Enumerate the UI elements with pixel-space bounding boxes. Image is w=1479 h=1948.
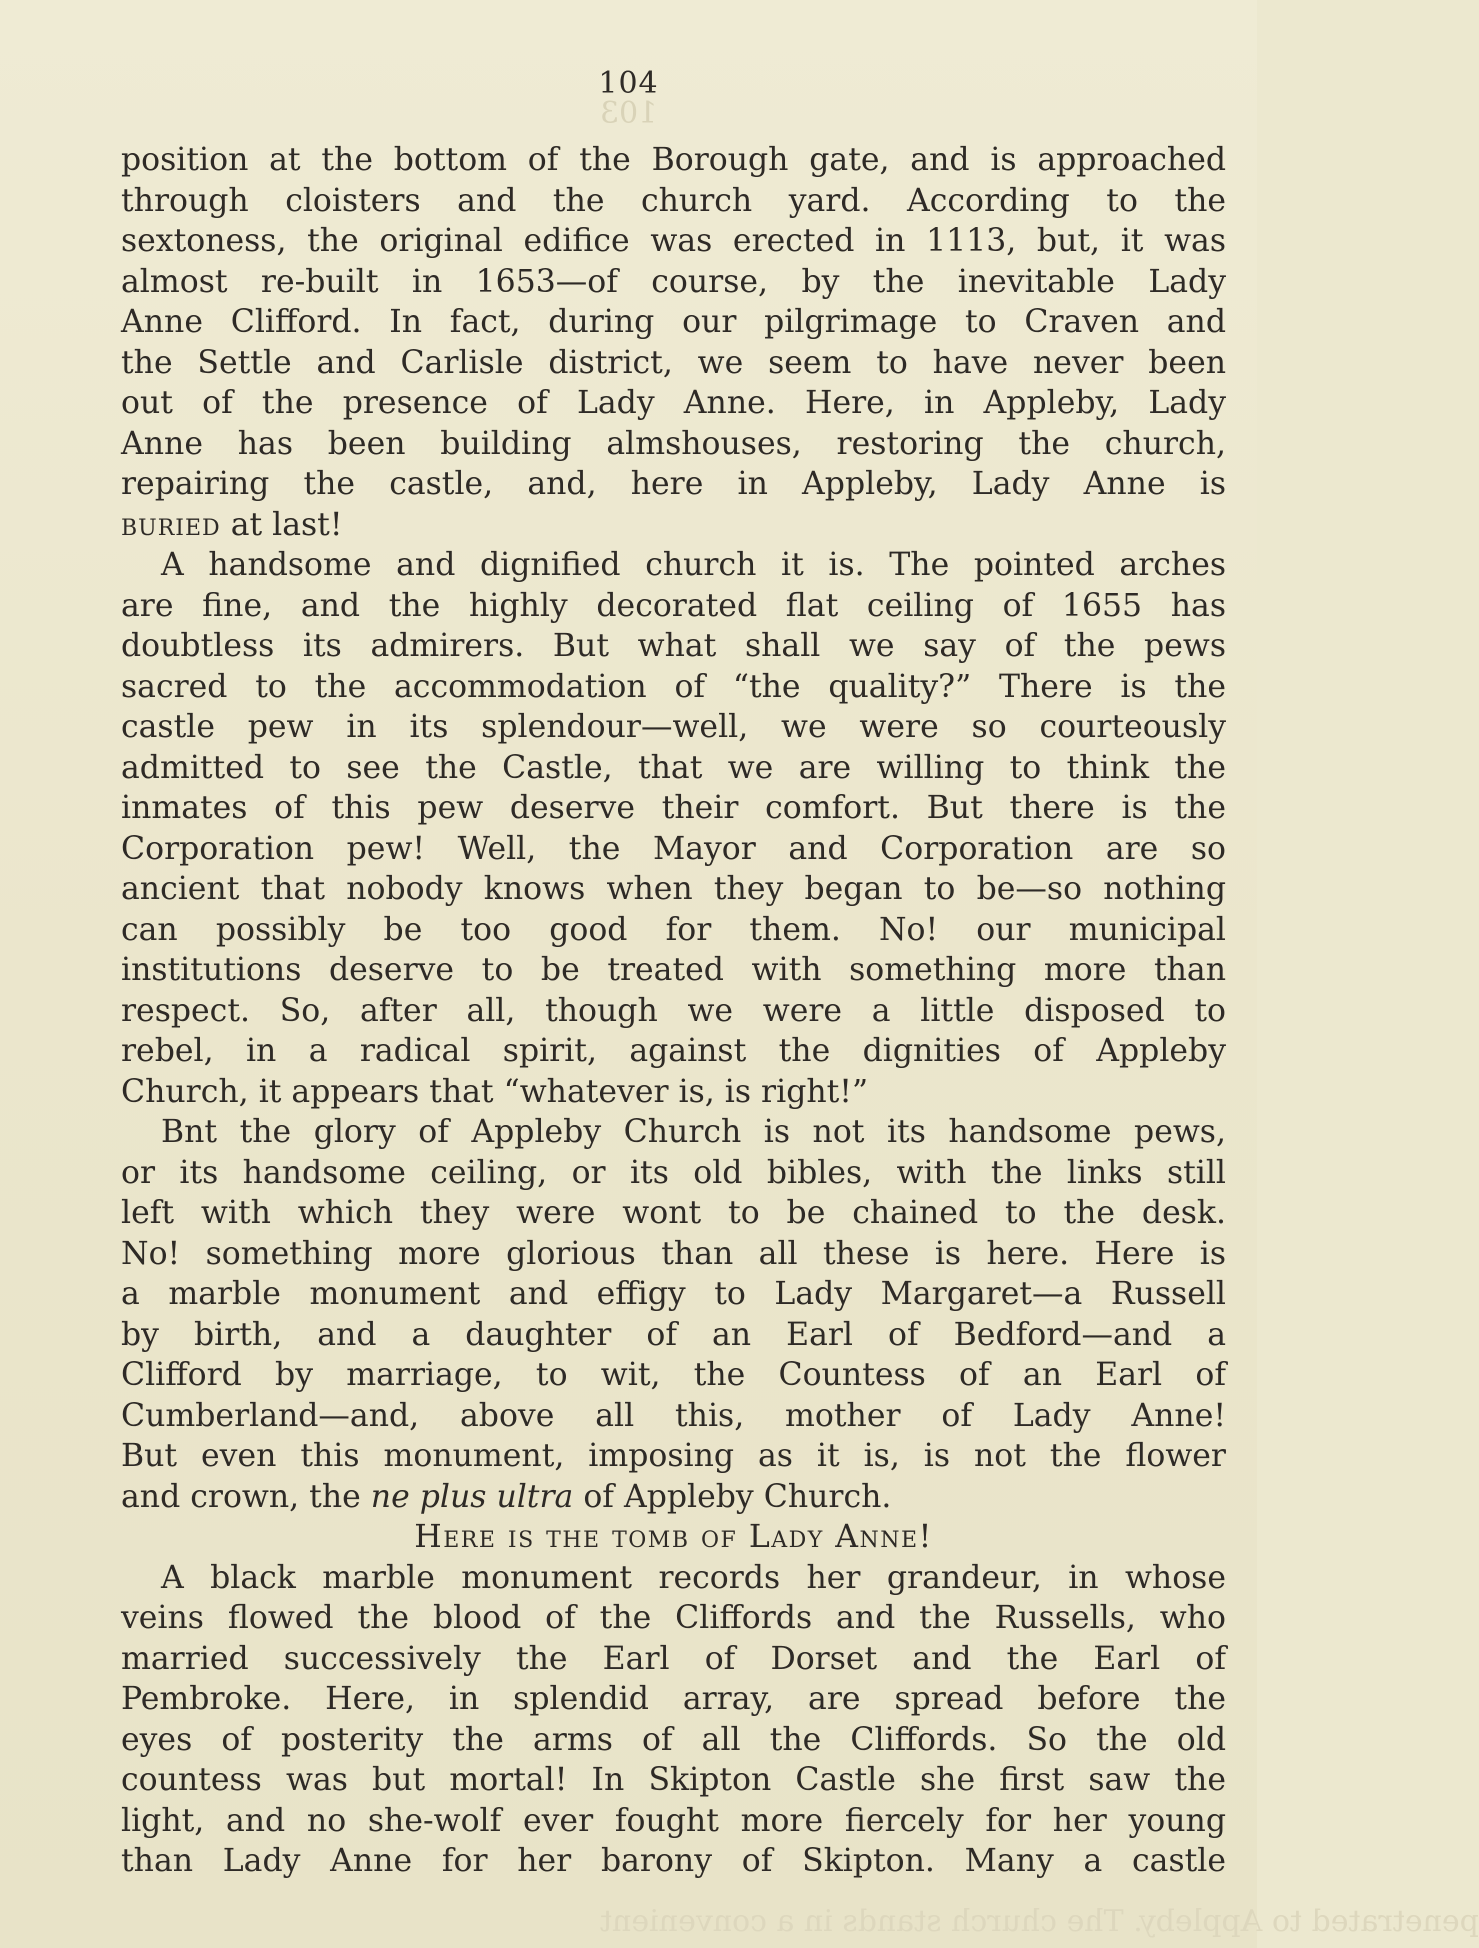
text-line: are fine, and the highly decorated flat ceiling of 1655 has bbox=[121, 587, 1226, 624]
text-line: married successively the Earl of Dorset and the Earl of bbox=[121, 1640, 1226, 1677]
text-line: sacred to the accommodation of “the quality?” There is the bbox=[121, 668, 1226, 705]
text-line: rebel, in a radical spirit, against the dignities of Appleby bbox=[121, 1033, 1226, 1069]
text-line: almost re-built in 1653—of course, by the inevitable Lady bbox=[121, 263, 1226, 300]
text-line: a marble monument and effigy to Lady Margaret—a Russell bbox=[121, 1276, 1226, 1312]
page-number: 104 bbox=[598, 66, 659, 101]
text-line: Corporation pew! Well, the Mayor and Corporation are so bbox=[121, 830, 1226, 867]
text-line: ancient that nobody knows when they began to be—so nothing bbox=[121, 871, 1226, 907]
text-line: institutions deserve to be treated with something more than bbox=[121, 952, 1226, 988]
text-line: can possibly be too good for them. No! our municipal bbox=[121, 911, 1226, 948]
text-line: castle pew in its splendour—well, we were so courteously bbox=[121, 709, 1226, 745]
text-line: admitted to see the Castle, that we are willing to think the bbox=[121, 749, 1226, 786]
text-line: through cloisters and the church yard. According to the bbox=[121, 182, 1226, 219]
bleed-through-page-number: 103 bbox=[600, 96, 658, 131]
text-line: Bnt the glory of Appleby Church is not its handsome pews, bbox=[161, 1114, 1226, 1150]
text-line: light, and no she-wolf ever fought more fiercely for her young bbox=[121, 1802, 1226, 1839]
text-line: by birth, and a daughter of an Earl of Bedford—and a bbox=[121, 1316, 1226, 1353]
text-line: eyes of posterity the arms of all the Cliffords. So the old bbox=[121, 1721, 1226, 1758]
text-line: veins flowed the blood of the Cliffords and the Russells, who bbox=[121, 1600, 1226, 1636]
text-line bbox=[121, 1477, 1226, 1518]
text-line: or its handsome ceiling, or its old bibles, with the links still bbox=[121, 1154, 1226, 1191]
text-line: the Settle and Carlisle district, we seem to have never been bbox=[121, 344, 1226, 381]
text-line: inmates of this pew deserve their comfort. But there is the bbox=[121, 790, 1226, 826]
text-line: repairing the castle, and, here in Appleby, Lady Anne is bbox=[121, 466, 1226, 502]
text-fragment: of Appleby Church. bbox=[583, 1478, 892, 1515]
text-line: out of the presence of Lady Anne. Here, in Appleby, Lady bbox=[121, 385, 1226, 421]
text-line: Anne has been building almshouses, restoring the church, bbox=[121, 425, 1226, 462]
text-line: doubtless its admirers. But what shall we say of the pews bbox=[121, 628, 1226, 664]
buried-word: buried bbox=[121, 506, 221, 543]
text-line: Pembroke. Here, in splendid array, are spread before the bbox=[121, 1681, 1226, 1717]
text-line: A black marble monument records her grandeur, in whose bbox=[161, 1559, 1226, 1596]
ne-plus-ultra-phrase: ne plus ultra bbox=[370, 1478, 574, 1515]
tomb-heading: Here is the tomb of Lady Anne! bbox=[414, 1519, 933, 1555]
text-line: sextoness, the original edifice was erected in 1113, but, it was bbox=[121, 223, 1226, 259]
text-line: Anne Clifford. In fact, during our pilgrimage to Craven and bbox=[121, 304, 1226, 340]
text-line: countess was but mortal! In Skipton Castle she first saw the bbox=[121, 1762, 1226, 1798]
bleed-through-text: penetrated to Appleby. The church stands in a convenient bbox=[600, 1904, 1479, 1939]
text-line: Church, it appears that “whatever is, is right!” bbox=[121, 1073, 869, 1110]
text-line: left with which they were wont to be chained to the desk. bbox=[121, 1195, 1226, 1231]
text-fragment: and crown, the bbox=[121, 1478, 361, 1515]
text-line: A handsome and dignified church it is. The pointed arches bbox=[161, 547, 1226, 583]
text-line: position at the bottom of the Borough gate, and is approached bbox=[121, 142, 1226, 178]
text-line: No! something more glorious than all these is here. Here is bbox=[121, 1235, 1226, 1272]
text-line: But even this monument, imposing as it is, is not the flower bbox=[121, 1438, 1226, 1474]
text-fragment: at last! bbox=[230, 506, 343, 543]
text-line: respect. So, after all, though we were a little disposed to bbox=[121, 992, 1226, 1029]
text-line: Cumberland—and, above all this, mother of Lady Anne! bbox=[121, 1397, 1226, 1434]
text-line bbox=[121, 505, 1226, 546]
text-line: Clifford by marriage, to wit, the Countess of an Earl of bbox=[121, 1357, 1226, 1393]
body-text bbox=[121, 140, 1226, 1882]
text-line: than Lady Anne for her barony of Skipton. Many a castle bbox=[121, 1843, 1226, 1879]
